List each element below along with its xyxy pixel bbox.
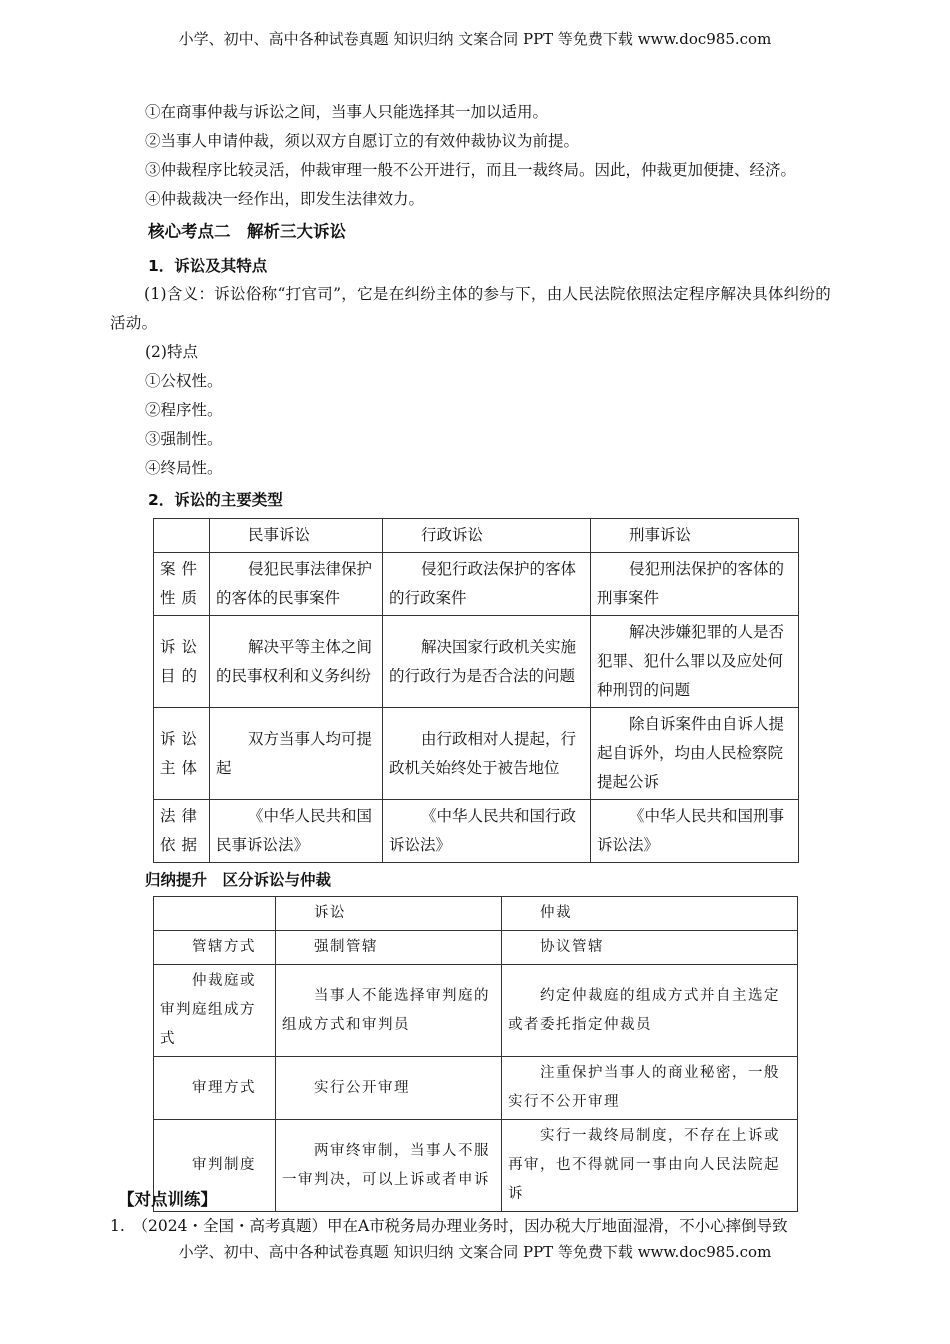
table-cell: 《中华人民共和国民事诉讼法》 — [210, 800, 383, 863]
summary-title: 归纳提升 区分诉讼与仲裁 — [145, 871, 332, 889]
table-row — [154, 1057, 798, 1120]
table-row — [154, 1120, 798, 1212]
table-cell — [154, 519, 210, 553]
table-header-cell: 行政诉讼 — [383, 519, 591, 553]
table-cell: 解决国家行政机关实施的行政行为是否合法的问题 — [383, 616, 591, 708]
feature-item: ②程序性。 — [145, 401, 223, 419]
table-header-row — [154, 897, 798, 931]
table-row — [154, 965, 798, 1057]
table-row — [154, 931, 798, 965]
table-cell — [154, 897, 276, 931]
arbitration-point: ①在商事仲裁与诉讼之间，当事人只能选择其一加以适用。 — [145, 103, 549, 121]
subsection-title: 1．诉讼及其特点 — [148, 257, 268, 275]
table-cell: 由行政相对人提起，行政机关始终处于被告地位 — [383, 708, 591, 800]
table-cell: 实行公开审理 — [276, 1057, 502, 1120]
table-header-cell: 仲裁 — [502, 897, 798, 931]
table-cell: 两审终审制，当事人不服一审判决，可以上诉或者申诉 — [276, 1120, 502, 1212]
table-cell: 《中华人民共和国行政诉讼法》 — [383, 800, 591, 863]
table-header-cell: 诉讼 — [276, 897, 502, 931]
arbitration-point: ③仲裁程序比较灵活，仲裁审理一般不公开进行，而且一裁终局。因此，仲裁更加便捷、经济。 — [145, 161, 797, 179]
subsection-title: 2．诉讼的主要类型 — [148, 491, 283, 509]
table-cell: 强制管辖 — [276, 931, 502, 965]
table-cell: 约定仲裁庭的组成方式并自主选定或者委托指定仲裁员 — [502, 965, 798, 1057]
table-cell: 侵犯刑法保护的客体的刑事案件 — [591, 553, 799, 616]
question-1: 1. （2024・全国・高考真题）甲在A市税务局办理业务时，因办税大厅地面湿滑，不小心摔倒导致 — [110, 1217, 788, 1235]
arbitration-point: ②当事人申请仲裁，须以双方自愿订立的有效仲裁协议为前提。 — [145, 132, 580, 150]
table-header-cell: 民事诉讼 — [210, 519, 383, 553]
table-header-row — [154, 519, 799, 553]
table-row — [154, 708, 799, 800]
page-header: 小学、初中、高中各种试卷真题 知识归纳 文案合同 PPT 等免费下载 www.doc985.com — [178, 30, 772, 48]
feature-item: ①公权性。 — [145, 372, 223, 390]
row-header: 审判制度 — [154, 1120, 276, 1212]
page-footer: 小学、初中、高中各种试卷真题 知识归纳 文案合同 PPT 等免费下载 www.doc985.com — [178, 1243, 772, 1261]
litigation-vs-arbitration-table — [153, 896, 798, 1212]
section-title: 核心考点二 解析三大诉讼 — [148, 222, 346, 241]
row-header: 仲裁庭或审判庭组成方式 — [154, 965, 276, 1057]
table-cell: 解决平等主体之间的民事权利和义务纠纷 — [210, 616, 383, 708]
training-title: 【对点训练】 — [118, 1190, 217, 1209]
row-header: 管辖方式 — [154, 931, 276, 965]
litigation-meaning: (1)含义：诉讼俗称“打官司”，它是在纠纷主体的参与下，由人民法院依照法定程序解决具体纠纷的活动。 — [110, 285, 832, 332]
table-cell: 实行一裁终局制度，不存在上诉或再审，也不得就同一事由向人民法院起诉 — [502, 1120, 798, 1212]
row-header: 诉讼目的 — [154, 616, 210, 708]
table-cell: 解决涉嫌犯罪的人是否犯罪、犯什么罪以及应处何种刑罚的问题 — [591, 616, 799, 708]
litigation-types-table — [153, 518, 799, 863]
arbitration-point: ④仲裁裁决一经作出，即发生法律效力。 — [145, 190, 425, 208]
row-header: 审理方式 — [154, 1057, 276, 1120]
features-title: (2)特点 — [145, 343, 198, 361]
table-cell: 除自诉案件由自诉人提起自诉外，均由人民检察院提起公诉 — [591, 708, 799, 800]
row-header: 法律依据 — [154, 800, 210, 863]
table-row — [154, 800, 799, 863]
table-row — [154, 553, 799, 616]
table-header-cell: 刑事诉讼 — [591, 519, 799, 553]
table-cell: 注重保护当事人的商业秘密，一般实行不公开审理 — [502, 1057, 798, 1120]
feature-item: ③强制性。 — [145, 430, 223, 448]
table-cell: 《中华人民共和国刑事诉讼法》 — [591, 800, 799, 863]
table-cell: 当事人不能选择审判庭的组成方式和审判员 — [276, 965, 502, 1057]
table-cell: 侵犯行政法保护的客体的行政案件 — [383, 553, 591, 616]
table-cell: 侵犯民事法律保护的客体的民事案件 — [210, 553, 383, 616]
table-cell: 双方当事人均可提起 — [210, 708, 383, 800]
table-row — [154, 616, 799, 708]
row-header: 诉讼主体 — [154, 708, 210, 800]
table-cell: 协议管辖 — [502, 931, 798, 965]
feature-item: ④终局性。 — [145, 459, 223, 477]
row-header: 案件性质 — [154, 553, 210, 616]
